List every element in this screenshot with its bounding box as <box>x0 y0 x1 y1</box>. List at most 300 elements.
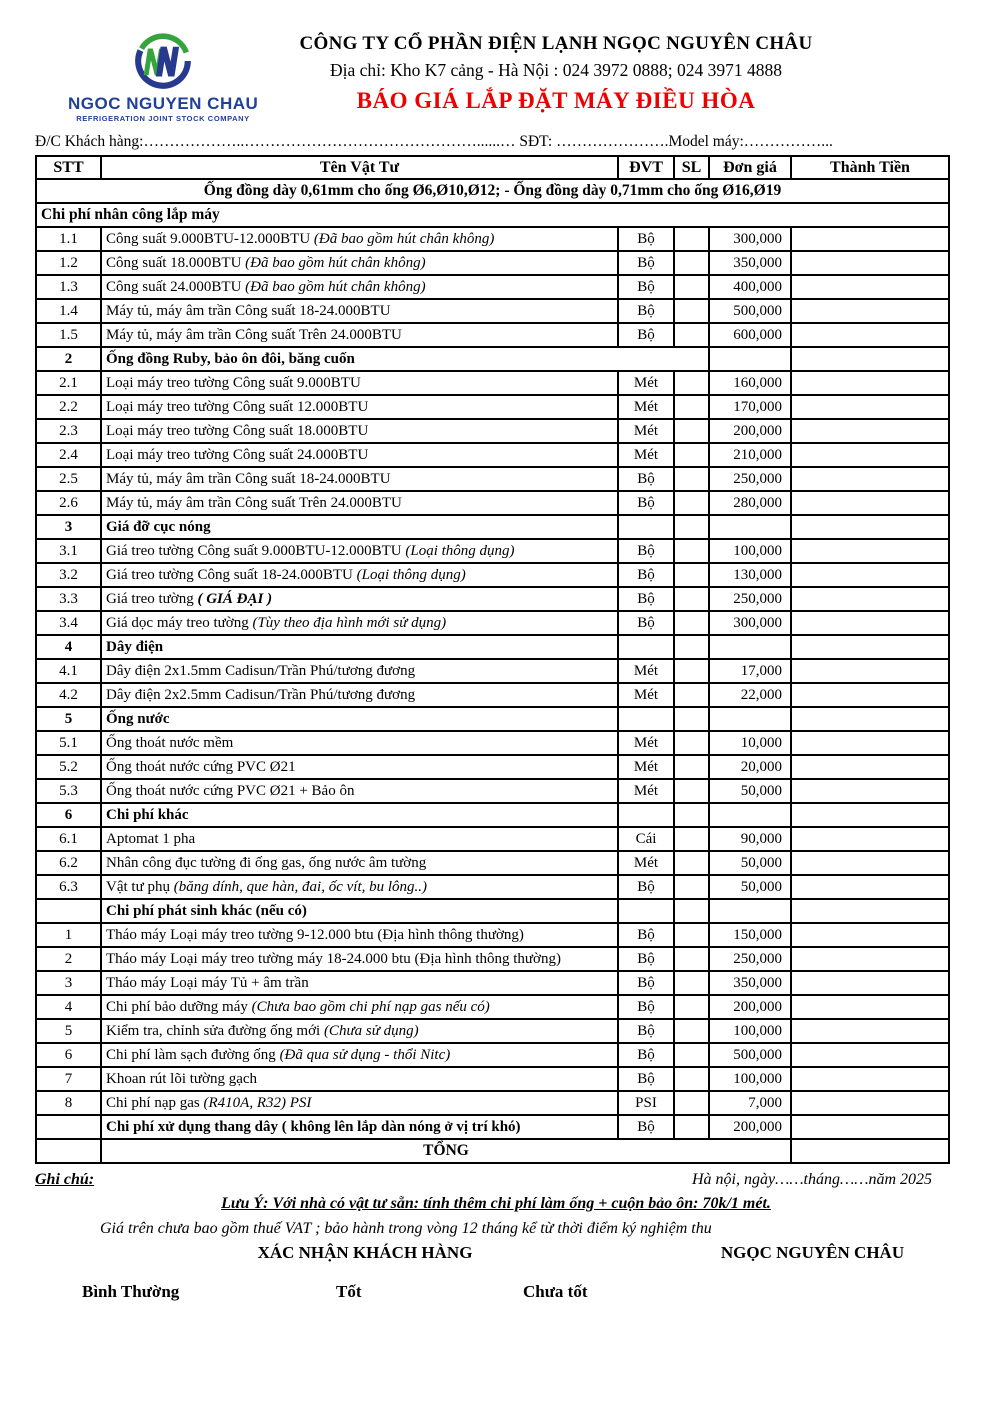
logo-company-name: NGOC NGUYEN CHAU <box>68 94 259 113</box>
amount-cell <box>791 683 949 707</box>
qty-cell <box>674 491 709 515</box>
table-row <box>36 803 949 827</box>
amount-cell <box>791 803 949 827</box>
table-row <box>36 995 949 1019</box>
unit-cell: Bộ <box>618 323 674 347</box>
table-row <box>36 875 949 899</box>
price-cell: 17,000 <box>709 659 791 683</box>
col-ten-vat-tu: Tên Vật Tư <box>101 156 618 179</box>
amount-cell <box>791 947 949 971</box>
col-dvt: ĐVT <box>618 156 674 179</box>
table-row <box>36 779 949 803</box>
amount-cell <box>791 611 949 635</box>
unit-cell: Bộ <box>618 1043 674 1067</box>
customer-info-line <box>35 133 943 151</box>
table-row <box>36 251 949 275</box>
stt-cell: 2.4 <box>36 443 101 467</box>
section-title-cell: Chi phí nhân công lắp máy <box>36 203 949 227</box>
table-row <box>36 731 949 755</box>
stt-cell: 1.4 <box>36 299 101 323</box>
stt-cell: 2 <box>36 947 101 971</box>
unit-cell: Mét <box>618 419 674 443</box>
stt-cell: 5.2 <box>36 755 101 779</box>
price-cell: 100,000 <box>709 1019 791 1043</box>
price-cell: 10,000 <box>709 731 791 755</box>
company-signature-label: NGỌC NGUYÊN CHÂU <box>720 1243 905 1262</box>
unit-cell: Mét <box>618 395 674 419</box>
name-cell: Dây điện 2x1.5mm Cadisun/Trần Phú/tương đương <box>101 659 618 683</box>
model-blank: ……………... <box>743 133 833 150</box>
qty-cell <box>674 251 709 275</box>
qty-cell <box>674 1091 709 1115</box>
stt-cell: 2.1 <box>36 371 101 395</box>
qty-cell <box>674 635 709 659</box>
unit-cell: Mét <box>618 659 674 683</box>
unit-cell: Bộ <box>618 491 674 515</box>
amount-cell <box>791 275 949 299</box>
table-row <box>36 275 949 299</box>
stt-cell: 1.2 <box>36 251 101 275</box>
amount-cell <box>791 563 949 587</box>
table-row <box>36 899 949 923</box>
qty-cell <box>674 539 709 563</box>
customer-address-blank: ………………..………………………………………......… <box>143 133 516 150</box>
table-row <box>36 1115 949 1139</box>
price-cell: 500,000 <box>709 1043 791 1067</box>
unit-cell: Mét <box>618 779 674 803</box>
unit-cell: PSI <box>618 1091 674 1115</box>
section-title-cell: Giá đỡ cục nóng <box>101 515 618 539</box>
unit-cell: Bộ <box>618 995 674 1019</box>
name-cell: Ống thoát nước cứng PVC Ø21 <box>101 755 618 779</box>
notes-label: Ghi chú: <box>35 1171 95 1188</box>
qty-cell <box>674 1043 709 1067</box>
table-row <box>36 515 949 539</box>
name-cell: Chi phí nạp gas (R410A, R32) PSI <box>101 1091 618 1115</box>
name-cell: Tháo máy Loại máy treo tường máy 18-24.000 btu (Địa hình thông thường) <box>101 947 618 971</box>
name-cell: Khoan rút lõi tường gạch <box>101 1067 618 1091</box>
price-table <box>35 155 950 1164</box>
price-cell: 160,000 <box>709 371 791 395</box>
unit-cell: Bộ <box>618 563 674 587</box>
model-label: Model máy: <box>668 133 744 150</box>
qty-cell <box>674 971 709 995</box>
table-row <box>36 611 949 635</box>
table-header-row <box>36 156 949 179</box>
stt-cell: 2.3 <box>36 419 101 443</box>
name-cell: Ống thoát nước cứng PVC Ø21 + Bảo ôn <box>101 779 618 803</box>
qty-cell <box>674 371 709 395</box>
name-note: (Loại thông dụng) <box>405 542 515 559</box>
amount-cell <box>791 1091 949 1115</box>
amount-cell <box>791 635 949 659</box>
qty-cell <box>674 947 709 971</box>
name-note: (Chưa sử dụng) <box>323 1022 419 1039</box>
phone-blank: …………………. <box>556 133 669 150</box>
table-row <box>36 707 949 731</box>
amount-cell <box>791 299 949 323</box>
stt-cell: 7 <box>36 1067 101 1091</box>
name-note: (Đã qua sử dụng - thổi Nitc) <box>279 1046 451 1063</box>
amount-cell <box>791 467 949 491</box>
stt-cell: 1.1 <box>36 227 101 251</box>
price-cell: 400,000 <box>709 275 791 299</box>
unit-cell: Bộ <box>618 227 674 251</box>
unit-cell: Bộ <box>618 251 674 275</box>
price-cell: 500,000 <box>709 299 791 323</box>
name-cell: Chi phí bảo dưỡng máy (Chưa bao gồm chi phí nạp gas nếu có) <box>101 995 618 1019</box>
amount-cell <box>791 1019 949 1043</box>
table-row <box>36 299 949 323</box>
price-cell: 200,000 <box>709 419 791 443</box>
unit-cell: Mét <box>618 683 674 707</box>
stt-cell: 3 <box>36 971 101 995</box>
table-row <box>36 923 949 947</box>
amount-cell <box>791 251 949 275</box>
stt-cell: 4 <box>36 635 101 659</box>
table-row <box>36 635 949 659</box>
price-cell: 7,000 <box>709 1091 791 1115</box>
table-row <box>36 563 949 587</box>
price-cell <box>709 803 791 827</box>
amount-cell <box>791 899 949 923</box>
unit-cell: Bộ <box>618 875 674 899</box>
stt-cell: 3.4 <box>36 611 101 635</box>
amount-cell <box>791 707 949 731</box>
qty-cell <box>674 227 709 251</box>
stt-cell: 4.1 <box>36 659 101 683</box>
section-title-cell: Ống đồng Ruby, bảo ôn đôi, băng cuốn <box>101 347 709 371</box>
price-cell: 250,000 <box>709 467 791 491</box>
qty-cell <box>674 683 709 707</box>
table-row <box>36 227 949 251</box>
stt-cell <box>36 1115 101 1139</box>
amount-cell <box>791 587 949 611</box>
unit-cell <box>618 515 674 539</box>
price-cell: 130,000 <box>709 563 791 587</box>
vat-note: Giá trên chưa bao gồm thuế VAT ; bảo hành trong vòng 12 tháng kể từ thời điểm ký nghiệm thu <box>100 1220 712 1237</box>
price-cell <box>709 707 791 731</box>
table-row <box>36 467 949 491</box>
date-line: Hà nội, ngày……tháng……năm 2025 <box>691 1171 932 1188</box>
qty-cell <box>674 395 709 419</box>
table-row <box>36 971 949 995</box>
amount-cell <box>791 1043 949 1067</box>
table-row <box>36 587 949 611</box>
qty-cell <box>674 755 709 779</box>
price-cell: 22,000 <box>709 683 791 707</box>
qty-cell <box>674 923 709 947</box>
name-cell: Công suất 9.000BTU-12.000BTU (Đã bao gồm hút chân không) <box>101 227 618 251</box>
amount-cell <box>791 1067 949 1091</box>
table-row <box>36 347 949 371</box>
section-title-cell: Chi phí khác <box>101 803 618 827</box>
unit-cell: Bộ <box>618 587 674 611</box>
unit-cell: Bộ <box>618 1067 674 1091</box>
name-cell: Tháo máy Loại máy Tủ + âm trần <box>101 971 618 995</box>
amount-cell <box>791 923 949 947</box>
total-label-cell: TỔNG <box>101 1139 791 1163</box>
name-cell: Loại máy treo tường Công suất 18.000BTU <box>101 419 618 443</box>
price-cell: 210,000 <box>709 443 791 467</box>
amount-cell <box>791 851 949 875</box>
qty-cell <box>674 659 709 683</box>
amount-cell <box>791 371 949 395</box>
table-row <box>36 1091 949 1115</box>
stt-cell: 4 <box>36 995 101 1019</box>
price-table-container <box>35 155 950 1164</box>
unit-cell <box>618 899 674 923</box>
amount-cell <box>791 395 949 419</box>
table-row <box>36 827 949 851</box>
qty-cell <box>674 899 709 923</box>
price-cell: 150,000 <box>709 923 791 947</box>
warning-note: Lưu Ý: Với nhà có vật tư sẵn: tính thêm chi phí làm ống + cuộn bảo ôn: 70k/1 mét. <box>221 1195 771 1212</box>
price-cell: 300,000 <box>709 227 791 251</box>
qty-cell <box>674 1067 709 1091</box>
name-cell: Công suất 24.000BTU (Đã bao gồm hút chân không) <box>101 275 618 299</box>
stt-cell: 4.2 <box>36 683 101 707</box>
unit-cell <box>618 635 674 659</box>
col-thanh-tien: Thành Tiền <box>791 156 949 179</box>
qty-cell <box>674 731 709 755</box>
stt-cell: 6 <box>36 1043 101 1067</box>
qty-cell <box>674 827 709 851</box>
stt-cell: 6.1 <box>36 827 101 851</box>
table-row <box>36 491 949 515</box>
price-cell: 280,000 <box>709 491 791 515</box>
amount-cell <box>791 971 949 995</box>
col-stt: STT <box>36 156 101 179</box>
table-row <box>36 443 949 467</box>
stt-cell: 3.1 <box>36 539 101 563</box>
name-cell: Máy tủ, máy âm trần Công suất Trên 24.000BTU <box>101 491 618 515</box>
name-cell: Loại máy treo tường Công suất 12.000BTU <box>101 395 618 419</box>
unit-cell: Mét <box>618 755 674 779</box>
name-note: (Đã bao gồm hút chân không) <box>313 230 495 247</box>
unit-cell: Bộ <box>618 275 674 299</box>
stt-cell: 6.3 <box>36 875 101 899</box>
name-note: ( GIÁ ĐẠI ) <box>197 590 273 607</box>
amount-cell <box>791 827 949 851</box>
table-row <box>36 395 949 419</box>
company-address: Địa chỉ: Kho K7 cảng - Hà Nội : 024 3972 0888; 024 3971 4888 <box>329 60 783 80</box>
name-cell: Giá treo tường Công suất 18-24.000BTU (Loại thông dụng) <box>101 563 618 587</box>
unit-cell: Mét <box>618 851 674 875</box>
stt-cell: 6.2 <box>36 851 101 875</box>
stt-cell: 5 <box>36 707 101 731</box>
col-don-gia: Đơn giá <box>709 156 791 179</box>
name-note: (Loại thông dụng) <box>356 566 466 583</box>
qty-cell <box>674 1019 709 1043</box>
name-cell: Chi phí xử dụng thang dây ( không lên lắp dàn nóng ở vị trí khó) <box>101 1115 618 1139</box>
qty-cell <box>674 587 709 611</box>
stt-cell: 2.2 <box>36 395 101 419</box>
amount-cell <box>791 875 949 899</box>
table-row <box>36 1019 949 1043</box>
name-cell: Công suất 18.000BTU (Đã bao gồm hút chân không) <box>101 251 618 275</box>
company-name: CÔNG TY CỔ PHẦN ĐIỆN LẠNH NGỌC NGUYÊN CHÂU <box>299 33 813 54</box>
price-cell: 300,000 <box>709 611 791 635</box>
name-note: (băng dính, que hàn, đai, ốc vít, bu lông..) <box>173 878 428 895</box>
unit-cell <box>618 707 674 731</box>
table-row <box>36 179 949 203</box>
amount-cell <box>791 539 949 563</box>
qty-cell <box>674 299 709 323</box>
table-row <box>36 419 949 443</box>
price-cell: 90,000 <box>709 827 791 851</box>
total-amount-cell <box>791 1139 949 1163</box>
section-title-cell: Ống nước <box>101 707 618 731</box>
price-cell: 350,000 <box>709 251 791 275</box>
price-cell <box>709 899 791 923</box>
amount-cell <box>791 491 949 515</box>
name-cell: Loại máy treo tường Công suất 24.000BTU <box>101 443 618 467</box>
name-note: (Chưa bao gồm chi phí nạp gas nếu có) <box>251 998 490 1015</box>
qty-cell <box>674 515 709 539</box>
customer-signature-label: XÁC NHẬN KHÁCH HÀNG <box>257 1243 473 1262</box>
qty-cell <box>674 707 709 731</box>
name-cell: Giá treo tường Công suất 9.000BTU-12.000BTU (Loại thông dụng) <box>101 539 618 563</box>
qty-cell <box>674 1115 709 1139</box>
logo-subtitle: REFRIGERATION JOINT STOCK COMPANY <box>76 114 250 123</box>
price-cell: 350,000 <box>709 971 791 995</box>
unit-cell: Bộ <box>618 299 674 323</box>
stt-cell: 2.6 <box>36 491 101 515</box>
customer-address-label: Đ/C Khách hàng: <box>35 133 144 150</box>
amount-cell <box>791 659 949 683</box>
qty-cell <box>674 995 709 1019</box>
stt-cell <box>36 899 101 923</box>
unit-cell <box>618 803 674 827</box>
unit-cell: Mét <box>618 731 674 755</box>
stt-cell <box>36 1139 101 1163</box>
table-row <box>36 371 949 395</box>
amount-cell <box>791 443 949 467</box>
unit-cell: Bộ <box>618 539 674 563</box>
rating-tot: Tốt <box>336 1282 362 1301</box>
table-row <box>36 755 949 779</box>
table-row <box>36 851 949 875</box>
name-cell: Giá dọc máy treo tường (Tùy theo địa hình mới sử dụng) <box>101 611 618 635</box>
table-row <box>36 1139 949 1163</box>
amount-cell <box>791 755 949 779</box>
price-cell: 100,000 <box>709 1067 791 1091</box>
qty-cell <box>674 611 709 635</box>
stt-cell: 8 <box>36 1091 101 1115</box>
qty-cell <box>674 851 709 875</box>
amount-cell <box>791 515 949 539</box>
stt-cell: 5.3 <box>36 779 101 803</box>
rating-chua-tot: Chưa tốt <box>523 1282 588 1301</box>
name-cell: Kiểm tra, chỉnh sửa đường ống mới (Chưa sử dụng) <box>101 1019 618 1043</box>
qty-cell <box>674 563 709 587</box>
table-row <box>36 323 949 347</box>
stt-cell: 6 <box>36 803 101 827</box>
unit-cell: Bộ <box>618 1115 674 1139</box>
price-cell <box>709 347 791 371</box>
stt-cell: 5 <box>36 1019 101 1043</box>
name-cell: Máy tủ, máy âm trần Công suất 18-24.000BTU <box>101 467 618 491</box>
section-title-cell: Dây điện <box>101 635 618 659</box>
price-cell: 250,000 <box>709 947 791 971</box>
amount-cell <box>791 419 949 443</box>
table-row <box>36 683 949 707</box>
qty-cell <box>674 275 709 299</box>
name-note: (R410A, R32) PSI <box>203 1094 312 1111</box>
amount-cell <box>791 323 949 347</box>
price-cell: 50,000 <box>709 875 791 899</box>
table-row <box>36 203 949 227</box>
price-cell <box>709 515 791 539</box>
table-row <box>36 1067 949 1091</box>
price-cell: 20,000 <box>709 755 791 779</box>
price-cell: 100,000 <box>709 539 791 563</box>
unit-cell: Bộ <box>618 1019 674 1043</box>
stt-cell: 3 <box>36 515 101 539</box>
name-cell: Loại máy treo tường Công suất 9.000BTU <box>101 371 618 395</box>
unit-cell: Bộ <box>618 611 674 635</box>
unit-cell: Bộ <box>618 971 674 995</box>
stt-cell: 5.1 <box>36 731 101 755</box>
stt-cell: 3.3 <box>36 587 101 611</box>
stt-cell: 1.5 <box>36 323 101 347</box>
unit-cell: Bộ <box>618 467 674 491</box>
name-cell: Dây điện 2x2.5mm Cadisun/Trần Phú/tương đương <box>101 683 618 707</box>
price-cell: 50,000 <box>709 779 791 803</box>
name-cell: Máy tủ, máy âm trần Công suất Trên 24.000BTU <box>101 323 618 347</box>
price-cell: 170,000 <box>709 395 791 419</box>
col-sl: SL <box>674 156 709 179</box>
unit-cell: Mét <box>618 443 674 467</box>
section-title-cell: Chi phí phát sinh khác (nếu có) <box>101 899 618 923</box>
stt-cell: 2 <box>36 347 101 371</box>
page-title: BÁO GIÁ LẮP ĐẶT MÁY ĐIỀU HÒA <box>356 88 756 113</box>
qty-cell <box>674 875 709 899</box>
qty-cell <box>674 779 709 803</box>
table-row <box>36 539 949 563</box>
price-cell: 200,000 <box>709 1115 791 1139</box>
qty-cell <box>674 443 709 467</box>
name-cell: Giá treo tường ( GIÁ ĐẠI ) <box>101 587 618 611</box>
unit-cell: Bộ <box>618 923 674 947</box>
document-header <box>170 33 942 114</box>
name-cell: Máy tủ, máy âm trần Công suất 18-24.000BTU <box>101 299 618 323</box>
rating-binh-thuong: Bình Thường <box>82 1282 180 1301</box>
price-cell <box>709 635 791 659</box>
unit-cell: Cái <box>618 827 674 851</box>
phone-label: SĐT: <box>515 133 557 150</box>
name-cell: Nhân công đục tường đi ống gas, ống nước âm tường <box>101 851 618 875</box>
unit-cell: Mét <box>618 371 674 395</box>
name-cell: Ống thoát nước mềm <box>101 731 618 755</box>
qty-cell <box>674 803 709 827</box>
amount-cell <box>791 227 949 251</box>
name-note: (Đã bao gồm hút chân không) <box>245 254 426 271</box>
stt-cell: 3.2 <box>36 563 101 587</box>
price-cell: 600,000 <box>709 323 791 347</box>
table-row <box>36 1043 949 1067</box>
amount-cell <box>791 347 949 371</box>
stt-cell: 1 <box>36 923 101 947</box>
amount-cell <box>791 1115 949 1139</box>
name-cell: Chi phí làm sạch đường ống (Đã qua sử dụng - thổi Nitc) <box>101 1043 618 1067</box>
price-cell: 50,000 <box>709 851 791 875</box>
stt-cell: 1.3 <box>36 275 101 299</box>
amount-cell <box>791 731 949 755</box>
qty-cell <box>674 323 709 347</box>
name-cell: Aptomat 1 pha <box>101 827 618 851</box>
